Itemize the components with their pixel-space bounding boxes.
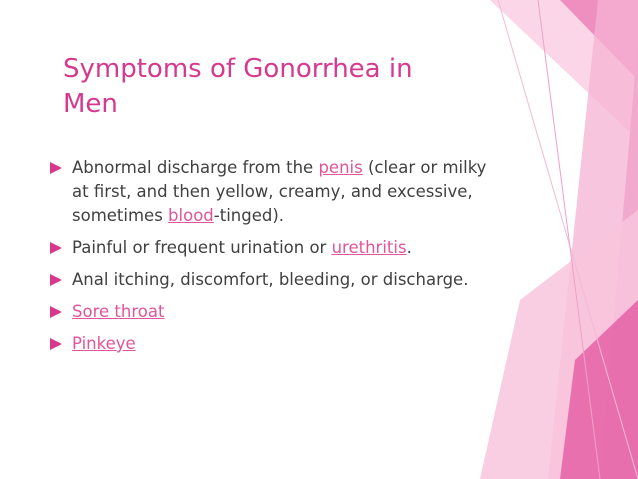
bullet-urination — [50, 236, 490, 260]
triangle-arrow-icon — [50, 242, 62, 254]
triangle-arrow-icon — [50, 338, 62, 350]
bullet-text-pre: Painful or frequent urination or — [72, 238, 332, 257]
bullet-list — [50, 156, 490, 364]
triangle-arrow-icon — [50, 274, 62, 286]
link-pinkeye[interactable]: Pinkeye — [72, 334, 136, 353]
triangle-arrow-icon — [50, 162, 62, 174]
bullet-text-pre: Abnormal discharge from the — [72, 158, 319, 177]
link-sore-throat[interactable]: Sore throat — [72, 302, 165, 321]
bullet-pinkeye — [50, 332, 490, 356]
triangle-arrow-icon — [50, 306, 62, 318]
bullet-text-mid: (clear or milky at first, and then yellow, creamy, and excessive, sometimes — [72, 158, 487, 225]
link-urethritis[interactable]: urethritis — [331, 238, 407, 257]
slide-title: Symptoms of Gonorrhea in Men — [63, 54, 413, 119]
link-penis[interactable]: penis — [318, 158, 363, 177]
bullet-discharge — [50, 156, 490, 228]
bullet-text-post: . — [406, 238, 412, 257]
bullet-text-post: -tinged). — [213, 206, 285, 225]
bullet-text: Anal itching, discomfort, bleeding, or discharge. — [72, 270, 469, 289]
link-blood[interactable]: blood — [168, 206, 214, 225]
bullet-anal-itching — [50, 268, 490, 292]
bullet-sore-throat — [50, 300, 490, 324]
